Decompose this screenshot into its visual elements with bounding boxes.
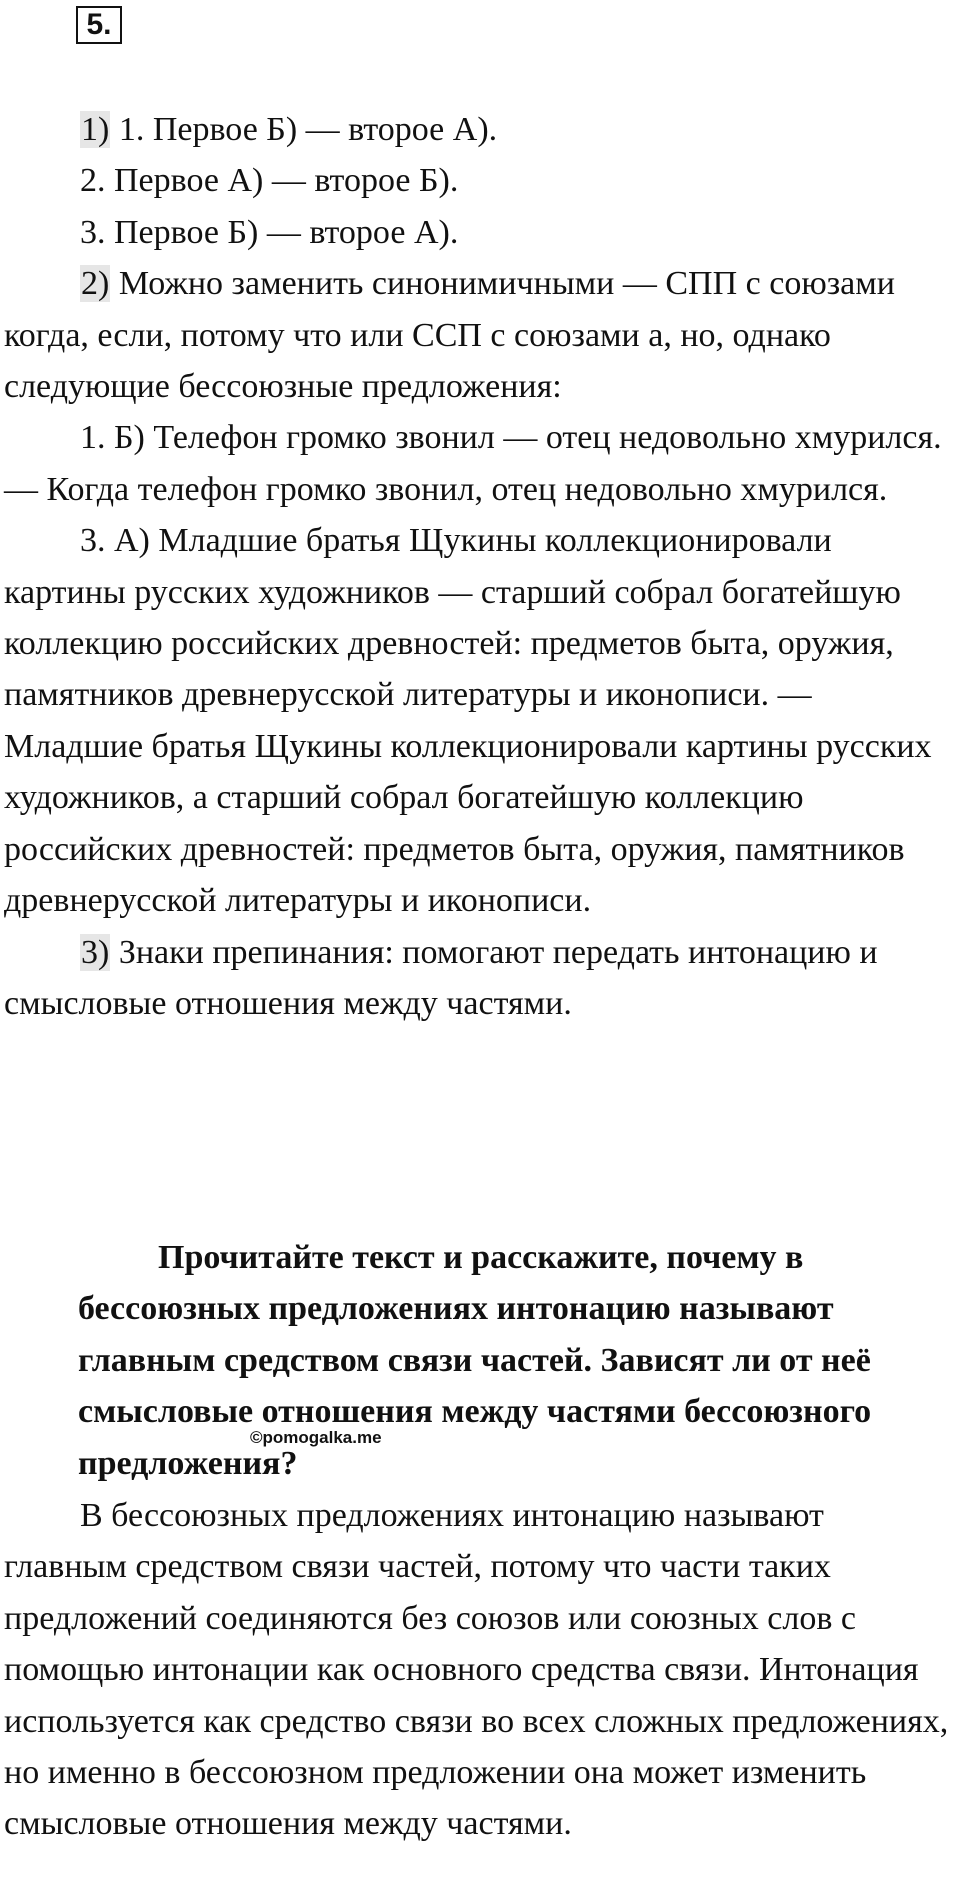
- answer-text-4: Можно заменить синонимичными — СПП с союзами когда, если, потому что или ССП с союзами а, но, однако следующие бессоюзные предложения:: [4, 265, 895, 406]
- answer-paragraph: В бессоюзных предложениях интонацию называют главным средством связи частей, потому что части таких предложений соединяются без союзов или союзных слов с помощью интонации как основного средства связи. Интонация используется как средство связи во всех сложных предложениях, но именно в бессоюзном предложении она может изменить смысловые отношения между частями.: [4, 1497, 949, 1843]
- answer-line-1: [4, 104, 954, 155]
- task-number-box: [76, 6, 122, 44]
- answer-line-5: [4, 412, 954, 515]
- answer-paragraph-block: [4, 1490, 954, 1850]
- answer-text-3: 3. Первое Б) — второе А).: [80, 213, 459, 251]
- answer-line-3: [4, 207, 954, 258]
- answer-line-2: [4, 155, 954, 206]
- question-block: [78, 1232, 954, 1489]
- answer-marker-2: 2): [81, 265, 110, 303]
- answer-text-6: 3. А) Младшие братья Щукины коллекционировали картины русских художников — старший собрал богатейшую коллекцию российских древностей: предметов быта, оружия, памятников древнерусской литературы и иконописи. — Младшие братья Щукины коллекционировали картины русских художников, а старший собрал богатейшую коллекцию российских древностей: предметов быта, оружия, памятников древнерусской литературы и иконописи.: [4, 522, 932, 920]
- answer-text-5: 1. Б) Телефон громко звонил — отец недовольно хмурился. — Когда телефон громко звонил, отец недовольно хмурился.: [4, 419, 942, 508]
- answer-line-4: [4, 258, 954, 412]
- task-number: 5.: [86, 8, 112, 41]
- question-text: Прочитайте текст и расскажите, почему в бессоюзных предложениях интонацию называют главным средством связи частей. Зависят ли от неё смысловые отношения между частями бессоюзного предложения?: [78, 1239, 872, 1482]
- watermark: ©pomogalka.me: [250, 1428, 382, 1447]
- answer-text-2: 2. Первое А) — второе Б).: [80, 162, 459, 200]
- answer-line-7: [4, 927, 954, 1030]
- answer-marker-3: 3): [81, 933, 110, 971]
- answer-marker-1: 1): [81, 111, 110, 148]
- answer-text-7: Знаки препинания: помогают передать интонацию и смысловые отношения между частями.: [4, 933, 878, 1022]
- answer-line-6: [4, 515, 954, 926]
- answer-text-1: 1. Первое Б) — второе А).: [110, 111, 498, 148]
- answers-block: [4, 104, 954, 1029]
